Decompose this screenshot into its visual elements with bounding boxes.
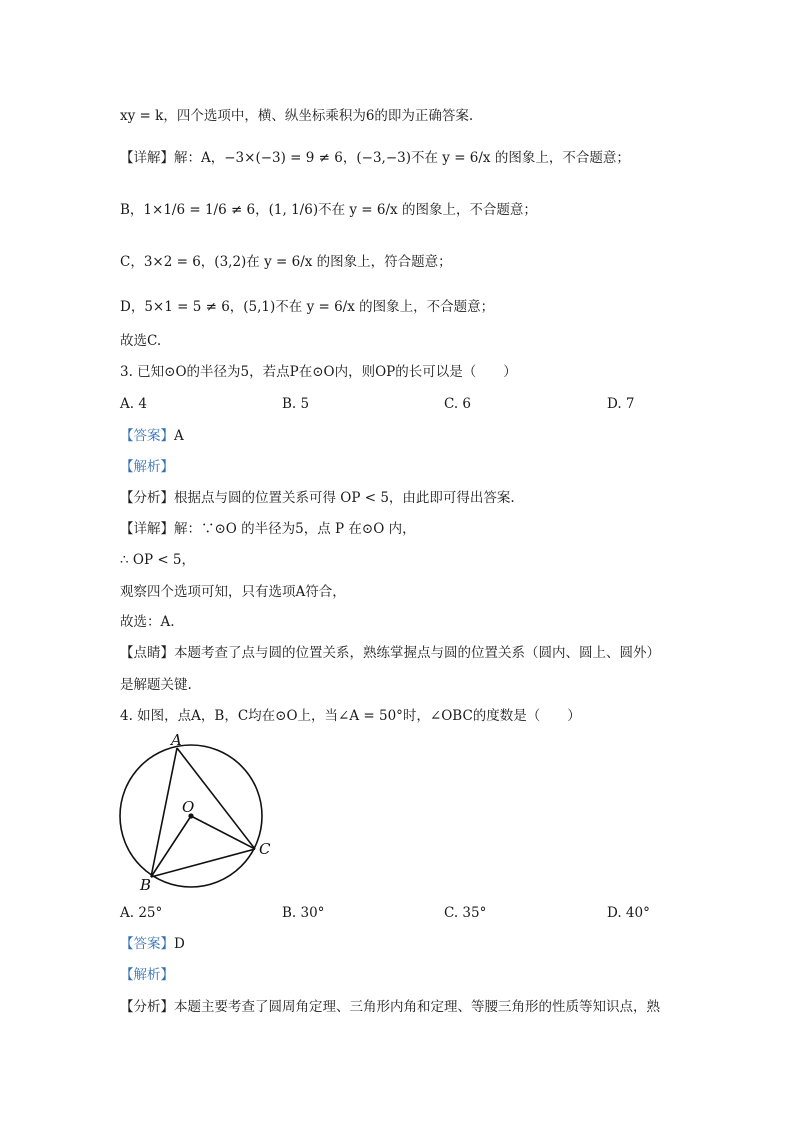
q4-option-b: B. 30° [282, 905, 325, 921]
q3-option-b: B. 5 [282, 396, 310, 412]
q3-answer [120, 426, 184, 446]
line-detail-b: B，1×1/6 = 1/6 ≠ 6，(1, 1/6)不在 y = 6/x 的图象上，不合题意； [120, 202, 537, 218]
question-4: 4. 如图，点A，B，C均在⊙O上，当∠A = 50°时，∠OBC的度数是（ ） [120, 708, 581, 724]
answer-value: D [174, 936, 185, 952]
answer-value: A [174, 428, 184, 444]
q3-observe: 观察四个选项可知，只有选项A符合， [120, 584, 346, 600]
line-detail-c: C，3×2 = 6，(3,2)在 y = 6/x 的图象上，符合题意； [120, 254, 452, 270]
q3-option-a: A. 4 [120, 396, 147, 412]
q4-option-a: A. 25° [120, 905, 163, 921]
q4-option-d: D. 40° [607, 905, 650, 921]
line-detail-a: 【详解】解：A，−3×(−3) = 9 ≠ 6，(−3,−3)不在 y = 6/x 的图象上，不合题意； [120, 150, 630, 166]
q3-option-c: C. 6 [444, 396, 472, 412]
q3-dianjing-2: 是解题关键. [120, 677, 192, 693]
circle-figure [115, 728, 280, 893]
q3-xiangjie: 【详解】解：∵⊙O 的半径为5，点 P 在⊙O 内， [120, 521, 416, 537]
line-detail-d: D，5×1 = 5 ≠ 6，(5,1)不在 y = 6/x 的图象上，不合题意； [120, 299, 495, 315]
line-xy-k: xy = k，四个选项中，横、纵坐标乘积为6的即为正确答案. [120, 108, 474, 124]
q4-analysis-tag: 【解析】 [120, 967, 174, 983]
q3-choose: 故选：A. [120, 614, 175, 630]
q3-dianjing-1: 【点睛】本题考查了点与圆的位置关系，熟练掌握点与圆的位置关系（圆内、圆上、圆外） [120, 645, 660, 661]
question-3: 3. 已知⊙O的半径为5，若点P在⊙O内，则OP的长可以是（ ） [120, 364, 517, 380]
q4-fenxi: 【分析】本题主要考查了圆周角定理、三角形内角和定理、等腰三角形的性质等知识点，熟 [120, 999, 660, 1015]
answer-tag: 【答案】 [120, 936, 174, 952]
label-a: A [171, 731, 182, 749]
q4-option-c: C. 35° [444, 905, 487, 921]
label-b: B [140, 876, 152, 893]
q3-option-d: D. 7 [607, 396, 635, 412]
q3-analysis-tag: 【解析】 [120, 459, 174, 475]
answer-tag: 【答案】 [120, 428, 174, 444]
line-choose-c: 故选C. [120, 333, 162, 349]
q3-fenxi: 【分析】根据点与圆的位置关系可得 OP < 5，由此即可得出答案. [120, 490, 515, 506]
q4-answer [120, 934, 185, 954]
label-o: O [182, 798, 195, 816]
label-c: C [259, 840, 271, 858]
q3-therefore: ∴ OP < 5， [120, 552, 196, 568]
segment-oc [191, 816, 255, 849]
